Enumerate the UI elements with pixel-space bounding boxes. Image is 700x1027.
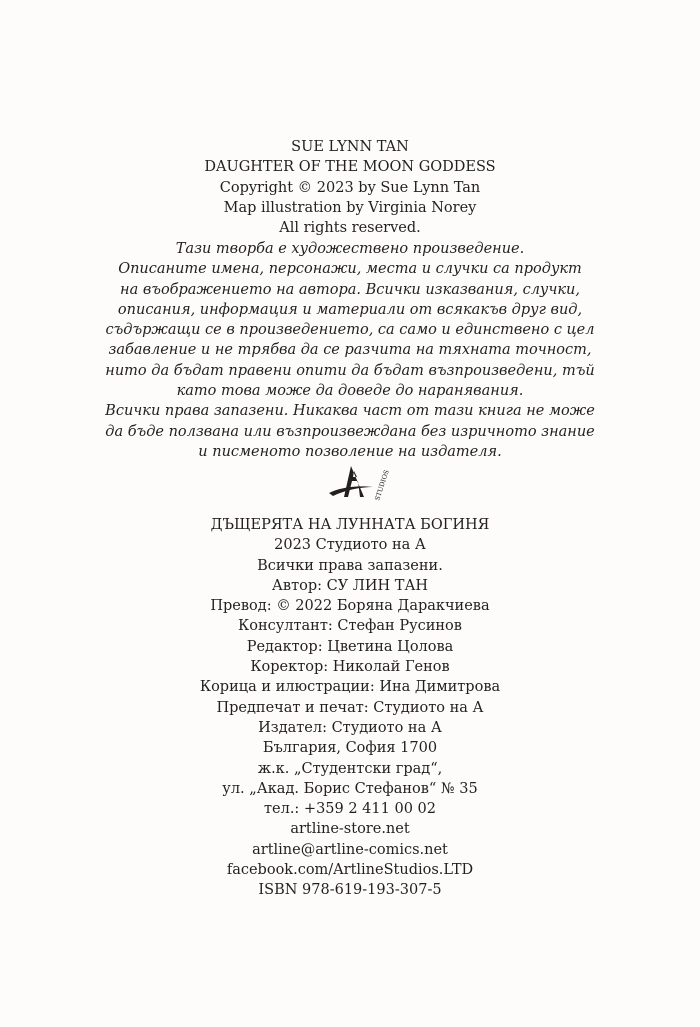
studio-a-logo [327, 463, 397, 509]
email: artline@artline-comics.net [252, 841, 448, 858]
rights-reserved: All rights reserved. [279, 220, 421, 237]
author-credit: Автор: СУ ЛИН ТАН [271, 577, 429, 594]
disclaimer-line: описания, информация и материали от всякакъв друг вид, [117, 301, 583, 318]
map-illustration-credit: Map illustration by Virginia Norey [223, 199, 477, 216]
phone: тел.: +359 2 411 00 02 [264, 801, 436, 818]
consultant-credit: Консултант: Стефан Русинов [238, 618, 462, 635]
author-name-original: SUE LYNN TAN [291, 139, 409, 155]
disclaimer-line: забавление и не трябва да се разчита на тяхната точност, [108, 342, 592, 359]
original-edition-credits [0, 137, 700, 238]
disclaimer-line: Тази творба е художествено произведение. [175, 241, 525, 257]
disclaimer-line: и писменото позволение на издателя. [198, 443, 502, 460]
disclaimer-line: на въображението на автора. Всички изказвания, случки, [120, 281, 580, 298]
address-city: България, София 1700 [262, 740, 438, 757]
disclaimer-line: съдържащи се в произведението, са само и единствено с цел [105, 322, 595, 339]
translator-credit: Превод: © 2022 Боряна Даракчиева [210, 598, 490, 615]
disclaimer-line: Описаните имена, персонажи, места и случки са продукт [118, 261, 582, 278]
facebook: facebook.com/ArtlineStudios.LTD [226, 862, 474, 879]
website: artline-store.net [290, 821, 410, 838]
disclaimer-line: нито да бъдат правени опити да бъдат възпроизведени, тъй [105, 362, 595, 379]
publisher-credit: Издател: Студиото на А [258, 719, 442, 736]
proofreader-credit: Коректор: Николай Генов [250, 659, 450, 676]
title-bulgarian: ДЪЩЕРЯТА НА ЛУННАТА БОГИНЯ [210, 517, 490, 533]
fiction-disclaimer [0, 239, 700, 462]
disclaimer-line: да бъде ползвана или възпроизвеждана без изричното знание [105, 423, 595, 440]
copyright-line: Copyright © 2023 by Sue Lynn Tan [219, 179, 481, 196]
bulgarian-edition-credits [0, 515, 700, 901]
isbn: ISBN 978-619-193-307-5 [258, 882, 442, 899]
disclaimer-line: Всички права запазени. Никаква част от тази книга не може [105, 403, 595, 420]
logo-studios-text: STUDIOS [373, 468, 391, 502]
cover-credit: Корица и илюстрации: Ина Димитрова [199, 679, 501, 696]
address-street: ул. „Акад. Борис Стефанов“ № 35 [222, 780, 478, 797]
editor-credit: Редактор: Цветина Цолова [246, 638, 454, 655]
prepress-credit: Предпечат и печат: Студиото на А [216, 699, 484, 716]
disclaimer-line: като това може да доведе до наранявания. [176, 383, 524, 400]
address-district: ж.к. „Студентски град“, [257, 760, 443, 777]
rights-reserved-bg: Всички права запазени. [257, 557, 443, 574]
title-original: DAUGHTER OF THE MOON GODDESS [204, 159, 496, 176]
publisher-year: 2023 Студиото на А [274, 537, 426, 554]
